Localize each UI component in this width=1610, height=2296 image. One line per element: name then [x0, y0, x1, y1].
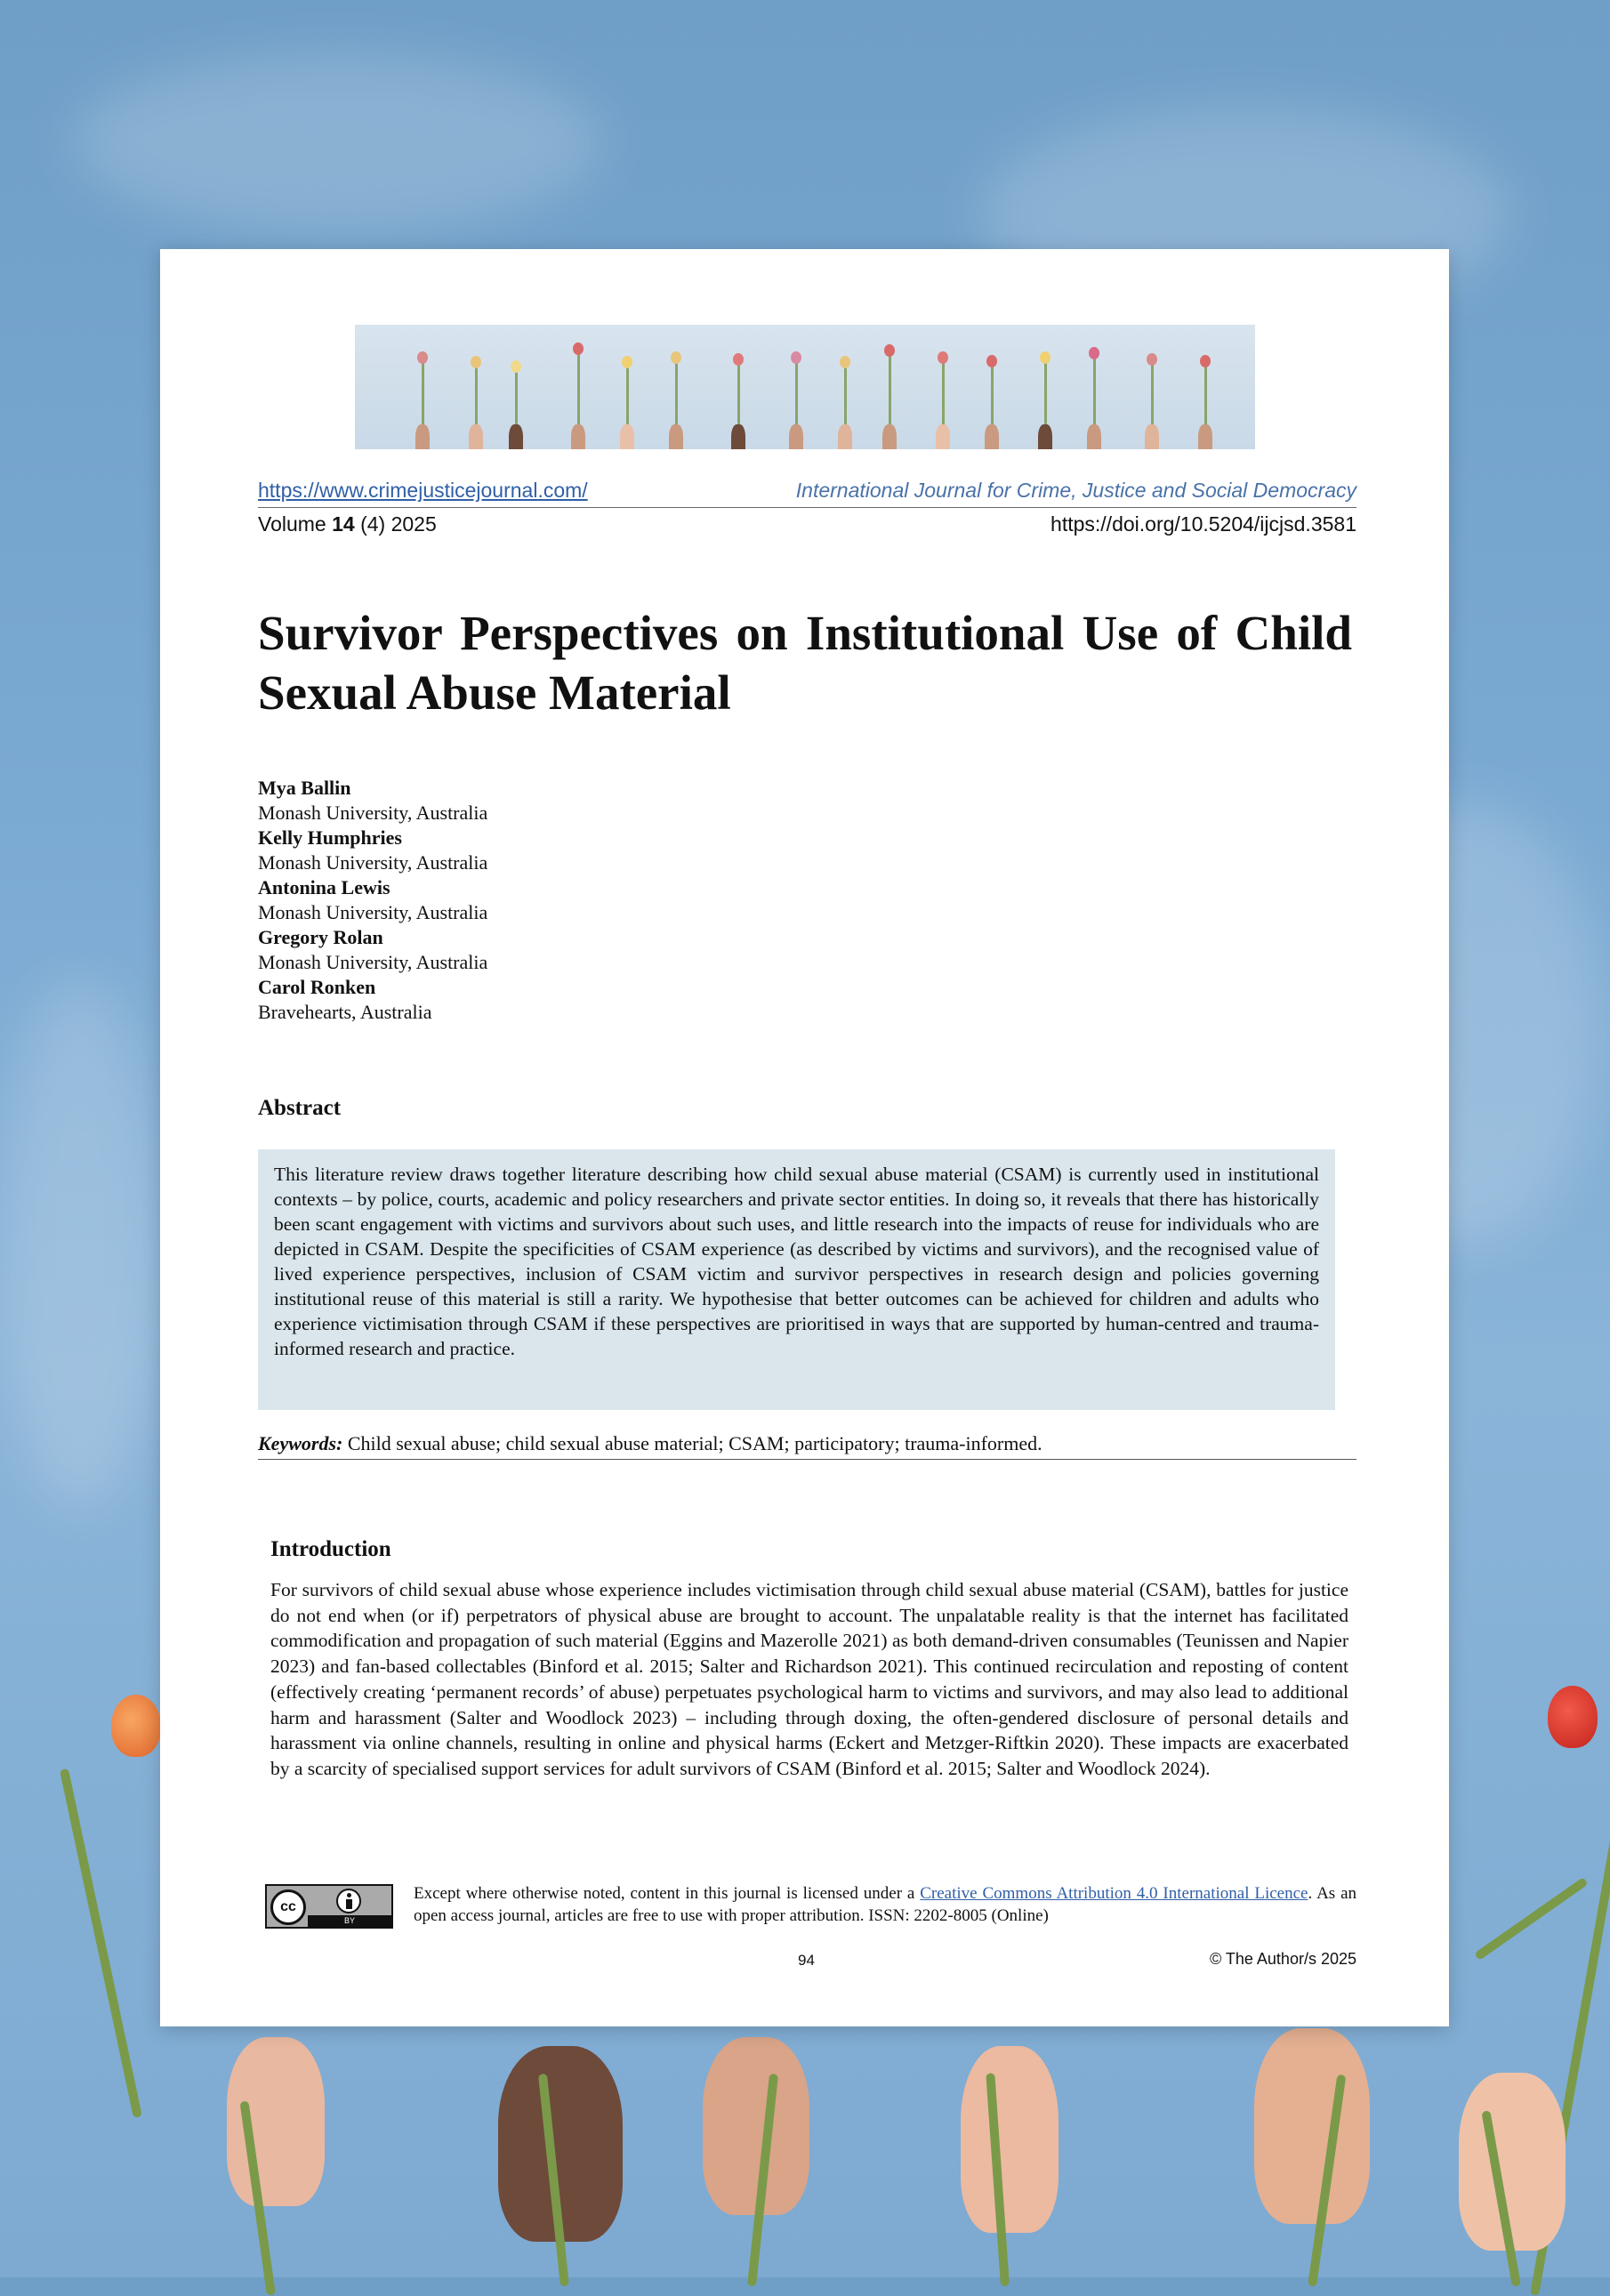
- introduction-text: For survivors of child sexual abuse whose experience includes victimisation through child sexual abuse material (CSAM), battles for justice do not end when (or if) perpetrators of physical abuse are brought to account. The unpalatable reality is that the internet has facilitated commodification and propagation of such material (Eggins and Mazerolle 2021) as both demand-driven consumables (Teunissen and Napier 2023) and fan-based collectables (Binford et al. 2015; Salter and Richardson 2021). This continued recirculation and reposting of content (effectively creating ‘permanent records’ of abuse) perpetuates psychological harm to victims and survivors, and may also lead to additional harm and harassment (Salter and Woodlock 2023) – including through doxing, the often-gendered disclosure of personal details and harassment via online channels, resulting in online and physical harms (Eckert and Metzger-Riftkin 2020). These impacts are exacerbated by a scarcity of specialised support services for adult survivors of CSAM (Binford et al. 2015; Salter and Woodlock 2024).: [270, 1579, 1348, 1779]
- by-label: BY: [308, 1915, 391, 1927]
- keywords-label: Keywords:: [258, 1432, 343, 1454]
- abstract-heading: Abstract: [258, 1096, 342, 1120]
- introduction-heading: Introduction: [270, 1537, 391, 1561]
- license-notice: Except where otherwise noted, content in this journal is licensed under a Creative Commons Attribution 4.0 International Licence. As an open access journal, articles are free to use with proper attribution. ISSN: 2202-8005 (Online): [414, 1884, 1357, 1925]
- rose-flower: [111, 1695, 161, 1757]
- volume-info: Volume 14 (4) 2025: [258, 512, 437, 536]
- doi-link[interactable]: https://doi.org/10.5204/ijcjsd.3581: [1051, 512, 1356, 536]
- cc-by-license-icon[interactable]: [265, 1884, 393, 1929]
- issue-info: [258, 512, 1356, 541]
- author-affiliation: Monash University, Australia: [258, 901, 488, 923]
- journal-header: [258, 479, 1356, 508]
- author-entry: [258, 925, 881, 975]
- attribution-icon: [336, 1889, 361, 1913]
- author-name: Carol Ronken: [258, 976, 376, 998]
- hand-illustration: [961, 2046, 1059, 2233]
- page-number: 94: [798, 1952, 815, 1969]
- article-title: Survivor Perspectives on Institutional Use of Child Sexual Abuse Material: [258, 606, 1352, 720]
- hand-illustration: [1254, 2028, 1370, 2224]
- copyright-notice: © The Author/s 2025: [1209, 1950, 1356, 1968]
- author-name: Mya Ballin: [258, 777, 351, 799]
- author-entry: [258, 826, 881, 875]
- hand-illustration: [227, 2037, 325, 2206]
- author-name: Antonina Lewis: [258, 876, 390, 898]
- author-entry: [258, 776, 881, 826]
- rose-flower: [1548, 1686, 1598, 1748]
- keywords-text: Child sexual abuse; child sexual abuse material; CSAM; participatory; trauma-informed.: [342, 1432, 1042, 1454]
- rose-leaf: [1474, 1877, 1589, 1961]
- cc-icon: cc: [270, 1889, 306, 1925]
- hand-illustration: [703, 2037, 809, 2215]
- author-affiliation: Monash University, Australia: [258, 951, 488, 973]
- author-affiliation: Monash University, Australia: [258, 802, 488, 824]
- abstract-text: This literature review draws together literature describing how child sexual abuse material (CSAM) is currently used in institutional contexts – by police, courts, academic and policy researchers and private sector entities. In doing so, it reveals that there has historically been scant engagement with victims and survivors about such uses, and little research into the impacts of reuse for individuals who are depicted in CSAM. Despite the specificities of CSAM experience (as described by victims and survivors), and the recognised value of lived experience perspectives, inclusion of CSAM victim and survivor perspectives in research design and policies governing institutional reuse of this material is still a rarity. We hypothesise that better outcomes can be achieved for children and adults who experience victimisation through CSAM if these perspectives are prioritised in ways that are supported by human-centred and trauma-informed research and practice.: [258, 1149, 1335, 1410]
- journal-name: International Journal for Crime, Justice and Social Democracy: [795, 479, 1356, 502]
- author-name: Gregory Rolan: [258, 926, 383, 948]
- hand-illustration: [1459, 2073, 1566, 2251]
- author-affiliation: Bravehearts, Australia: [258, 1001, 432, 1023]
- author-entry: [258, 875, 881, 925]
- author-name: Kelly Humphries: [258, 826, 402, 849]
- author-entry: [258, 975, 881, 1025]
- journal-banner-image: [355, 325, 1255, 449]
- keywords: [258, 1432, 1356, 1460]
- rose-stem: [60, 1768, 142, 2118]
- license-link[interactable]: Creative Commons Attribution 4.0 International Licence: [920, 1884, 1308, 1903]
- article-page: [160, 249, 1449, 2026]
- author-list: [258, 776, 881, 1025]
- author-affiliation: Monash University, Australia: [258, 851, 488, 874]
- journal-url-link[interactable]: https://www.crimejusticejournal.com/: [258, 479, 588, 502]
